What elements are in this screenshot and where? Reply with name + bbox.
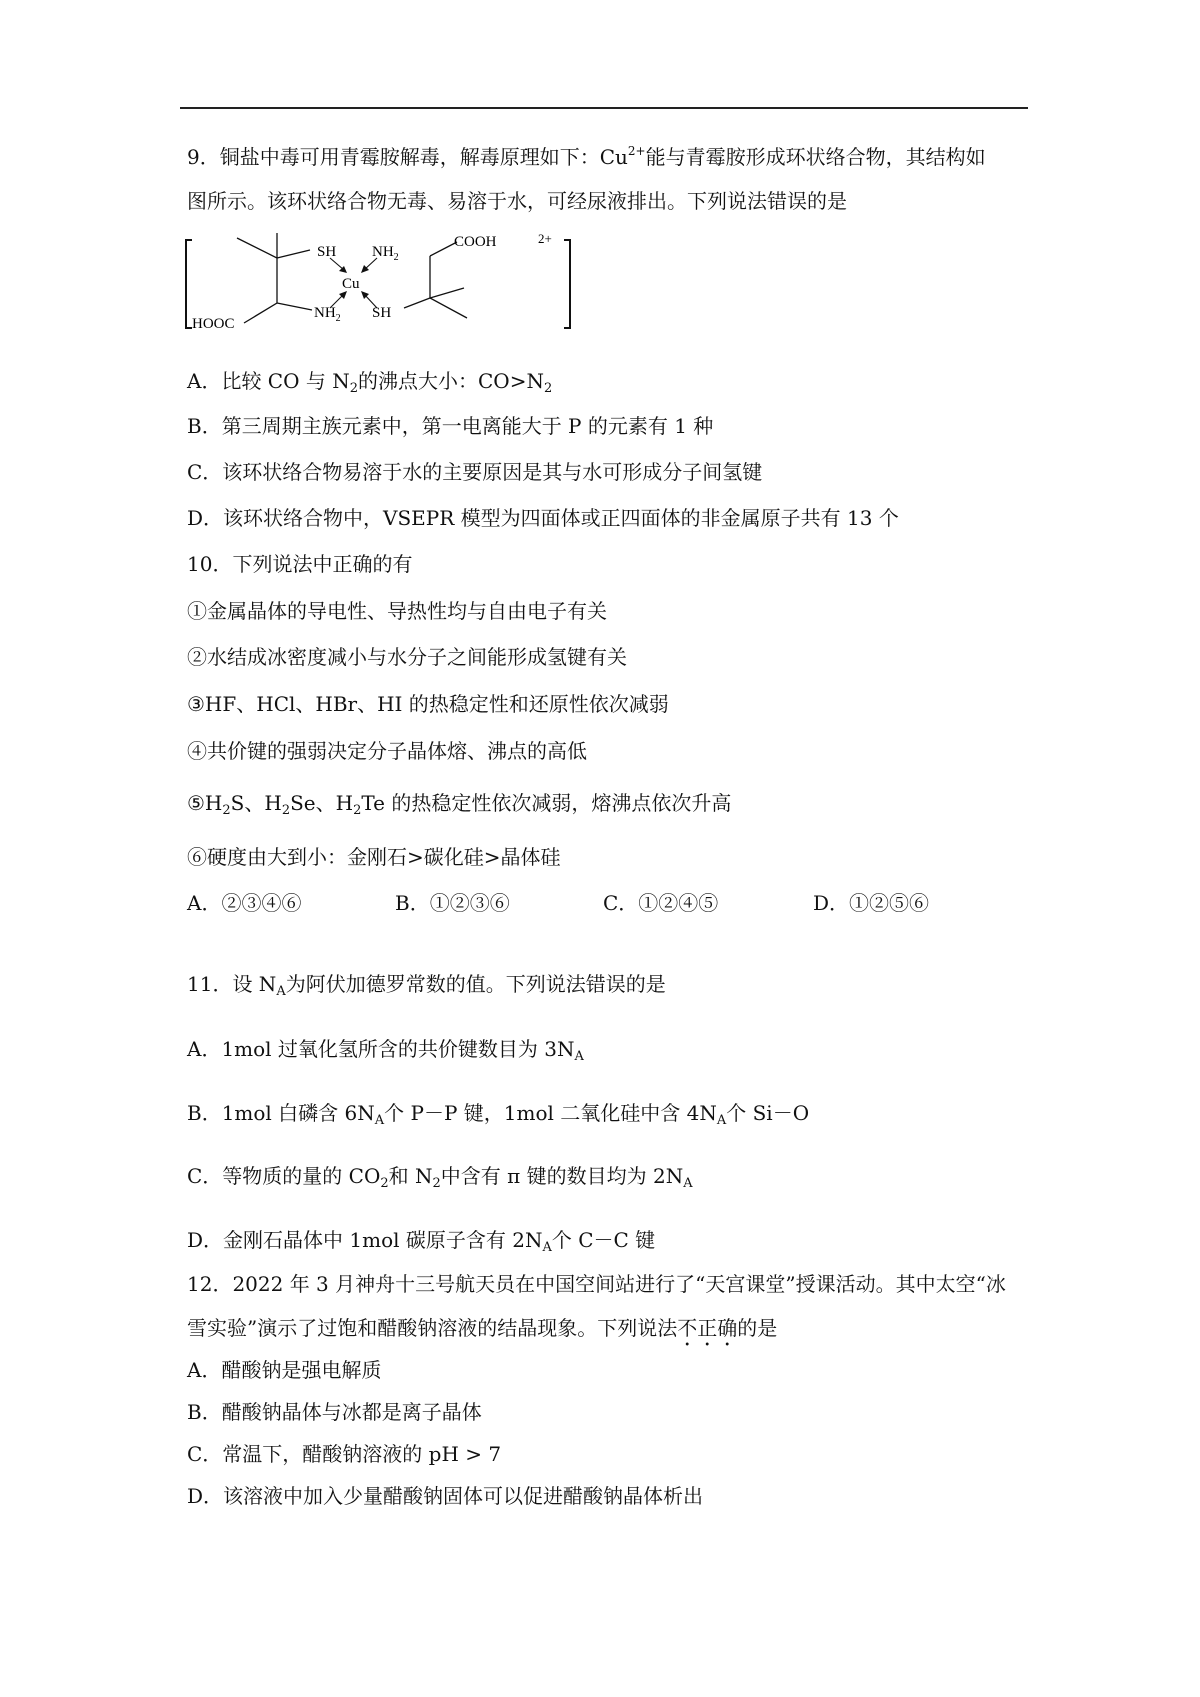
q9-option-a: A．比较 CO 与 $N_2$的沸点大小：$CO>N_2$ — [187, 369, 553, 396]
q11-stem: 11．设 $N_A$为阿伏加德罗常数的值。下列说法错误的是 — [187, 972, 666, 999]
q9-option-d: D．该环状络合物中，VSEPR 模型为四面体或正四面体的非金属原子共有 13 个 — [187, 506, 899, 530]
q10-option-b: B．①②③⑥ — [395, 891, 510, 915]
q12-option-b: B．醋酸钠晶体与冰都是离子晶体 — [187, 1400, 482, 1424]
q10-option-c: C．①②④⑤ — [603, 891, 719, 915]
sh-top-label: SH — [317, 244, 337, 260]
q12-option-d: D．该溶液中加入少量醋酸钠固体可以促进醋酸钠晶体析出 — [187, 1484, 704, 1508]
q10-statement-5: $⑤H_2S$、$H_2Se$、$H_2Te$ 的热稳定性依次减弱，熔沸点依次升高 — [187, 791, 732, 818]
q12-option-a: A．醋酸钠是强电解质 — [187, 1358, 382, 1382]
nh2-top-label: $NH_2$ — [372, 244, 399, 263]
nh2-bottom-label: $NH_2$ — [314, 305, 341, 324]
charge-label: 2+ — [538, 231, 552, 246]
q10-statement-3: ③HF、HCl、HBr、HI 的热稳定性和还原性依次减弱 — [187, 692, 669, 716]
q10-option-a: A．②③④⑥ — [187, 891, 302, 915]
hooc-label: HOOC — [192, 316, 235, 332]
q10-stem: 10．下列说法中正确的有 — [187, 552, 413, 576]
q11-option-d: D．金刚石晶体中 1mol 碳原子含有 $2N_A$个 C－C 键 — [187, 1228, 656, 1255]
top-rule — [180, 107, 1028, 109]
q12-stem-line1: 12．2022 年 3 月神舟十三号航天员在中国空间站进行了“天宫课堂”授课活动。其中太空“冰 — [187, 1272, 1006, 1296]
q9-structure-diagram — [182, 228, 602, 338]
emphasis-text: 不正确 — [677, 1316, 738, 1340]
cooh-label: COOH — [454, 234, 497, 250]
q10-statement-6: ⑥硬度由大到小：金刚石>碳化硅>晶体硅 — [187, 845, 561, 869]
q10-statement-1: ①金属晶体的导电性、导热性均与自由电子有关 — [187, 599, 607, 623]
q12-option-c: C．常温下，醋酸钠溶液的 pH > 7 — [187, 1442, 502, 1466]
q11-option-a: A．1mol 过氧化氢所含的共价键数目为 $3N_A$ — [187, 1037, 584, 1064]
q9-stem-line2: 图所示。该环状络合物无毒、易溶于水，可经尿液排出。下列说法错误的是 — [187, 189, 847, 213]
q9-stem-line1: 9．铜盐中毒可用青霉胺解毒，解毒原理如下：$Cu^{2+}$能与青霉胺形成环状络合物，其结构如 — [187, 144, 986, 169]
q12-stem-line2: 雪实验”演示了过饱和醋酸钠溶液的结晶现象。下列说法不正确的是 — [187, 1316, 778, 1340]
q11-option-b: B．1mol 白磷含 $6N_A$个 P－P 键，1mol 二氧化硅中含 $4N_A$个 Si－O — [187, 1101, 810, 1128]
q10-statement-2: ②水结成冰密度减小与水分子之间能形成氢键有关 — [187, 645, 627, 669]
q11-option-c: C．等物质的量的 $CO_2$和 $N_2$中含有 π 键的数目均为 $2N_A$ — [187, 1164, 693, 1191]
q9-option-b: B．第三周期主族元素中，第一电离能大于 P 的元素有 1 种 — [187, 414, 714, 438]
q9-option-c: C．该环状络合物易溶于水的主要原因是其与水可形成分子间氢键 — [187, 460, 763, 484]
cu-label: Cu — [342, 276, 360, 292]
q10-statement-4: ④共价键的强弱决定分子晶体熔、沸点的高低 — [187, 739, 587, 763]
sh-bottom-label: SH — [372, 305, 392, 321]
q10-option-d: D．①②⑤⑥ — [813, 891, 930, 915]
